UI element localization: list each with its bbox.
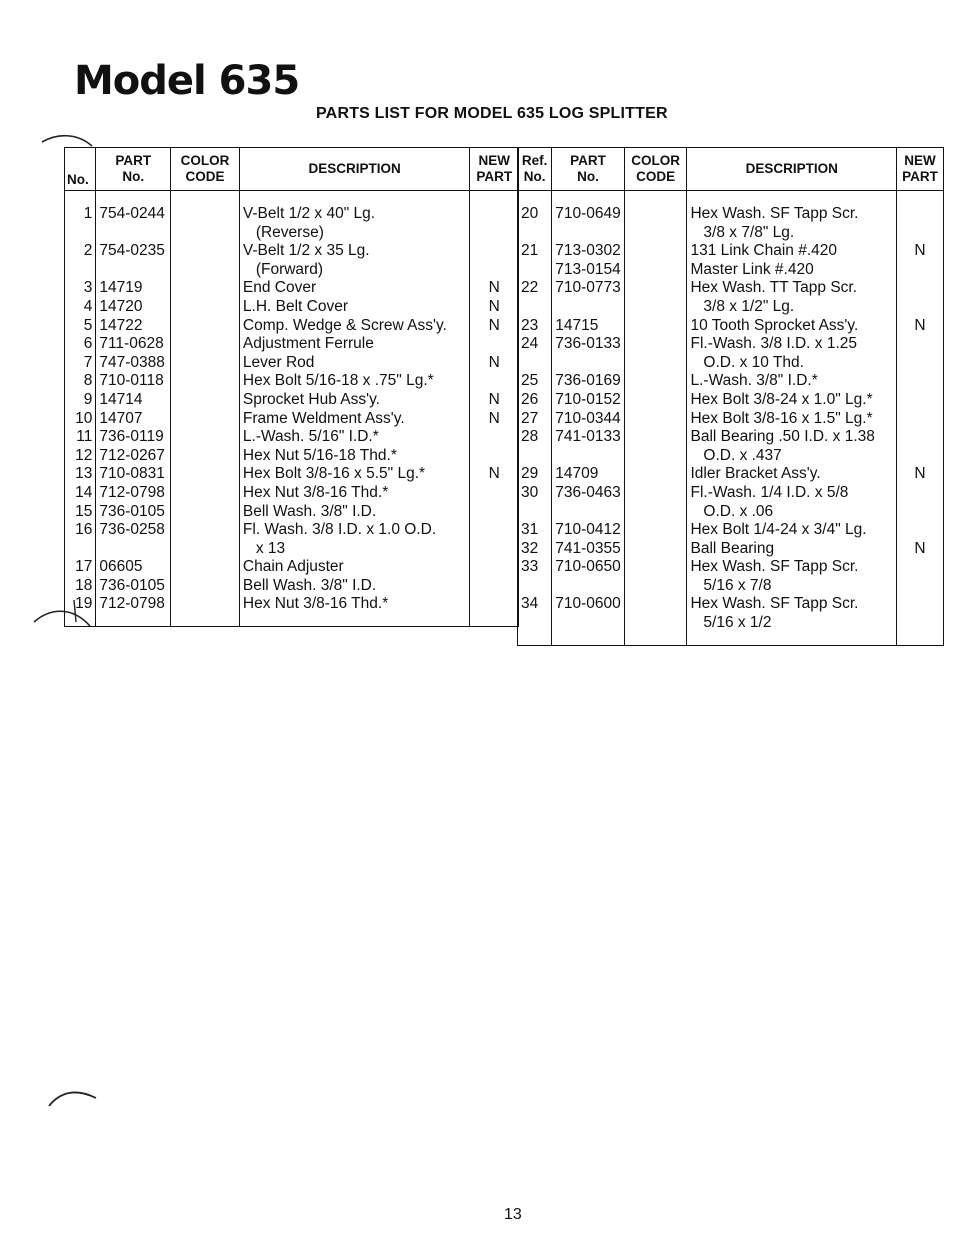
new-part-column: N N N N xyxy=(896,191,943,646)
header-new-part: NEW PART xyxy=(896,148,943,191)
page-number: 13 xyxy=(504,1206,522,1223)
table-body-row xyxy=(65,191,519,627)
scan-mark-margin xyxy=(46,1082,102,1112)
header-ref-no: Ref. No. xyxy=(518,148,552,191)
page-subtitle: PARTS LIST FOR MODEL 635 LOG SPLITTER xyxy=(316,105,668,122)
header-color-code: COLOR CODE xyxy=(624,148,687,191)
page-title: Model 635 xyxy=(74,58,300,104)
description-column: Hex Wash. SF Tapp Scr. 3/8 x 7/8" Lg. 131 Link Chain #.420 Master Link #.420 Hex Wash. TT Tapp Scr. 3/8 x 1/2" Lg. 10 Tooth Sprocket Ass'y. Fl.-Wash. 3/8 I.D. x 1.25 O.D. x 10 Thd. L.-Wash. 3/8" I.D.* Hex Bolt 3/8-24 x 1.0" Lg.* Hex Bolt 3/8-16 x 1.5" Lg.* Ball Bearing .50 I.D. x 1.38 O.D. x .437 Idler Bracket Ass'y. Fl.-Wash. 1/4 I.D. x 5/8 O.D. x .06 Hex Bolt 1/4-24 x 3/4" Lg. Ball Bearing Hex Wash. SF Tapp Scr. 5/16 x 7/8 Hex Wash. SF Tapp Scr. 5/16 x 1/2 xyxy=(687,191,896,646)
part-number-column: 754-0244 754-0235 14719 14720 14722 711-0628 747-0388 710-0118 14714 14707 736-0119 712-0267 710-0831 712-0798 736-0105 736-0258 06605 736-0105 712-0798 xyxy=(96,191,171,627)
header-description: DESCRIPTION xyxy=(239,148,470,191)
ref-number-column: 1 2 3 4 5 6 7 8 9 10 11 12 13 14 15 16 17 18 19 xyxy=(65,191,96,627)
ref-number-column: 20 21 22 23 24 25 26 27 28 29 30 31 32 33 34 xyxy=(518,191,552,646)
table-header-row xyxy=(518,148,944,191)
table-body-row xyxy=(518,191,944,646)
parts-table-left xyxy=(64,147,519,627)
new-part-column: N N N N N N N xyxy=(470,191,519,627)
color-code-column xyxy=(171,191,240,627)
color-code-column xyxy=(624,191,687,646)
header-part-no: PART No. xyxy=(96,148,171,191)
header-color-code: COLOR CODE xyxy=(171,148,240,191)
table-header-row xyxy=(65,148,519,191)
header-new-part: NEW PART xyxy=(470,148,519,191)
description-column: V-Belt 1/2 x 40" Lg. (Reverse) V-Belt 1/2 x 35 Lg. (Forward) End Cover L.H. Belt Cover Comp. Wedge & Screw Ass'y. Adjustment Ferrule Lever Rod Hex Bolt 5/16-18 x .75" Lg.* Sprocket Hub Ass'y. Frame Weldment Ass'y. L.-Wash. 5/16" I.D.* Hex Nut 5/16-18 Thd.* Hex Bolt 3/8-16 x 5.5" Lg.* Hex Nut 3/8-16 Thd.* Bell Wash. 3/8" I.D. Fl. Wash. 3/8 I.D. x 1.0 O.D. x 13 Chain Adjuster Bell Wash. 3/8" I.D. Hex Nut 3/8-16 Thd.* xyxy=(239,191,470,627)
part-number-column: 710-0649 713-0302 713-0154 710-0773 14715 736-0133 736-0169 710-0152 710-0344 741-0133 14709 736-0463 710-0412 741-0355 710-0650 710-0600 xyxy=(552,191,625,646)
parts-table-right xyxy=(517,147,944,646)
header-part-no: PART No. xyxy=(552,148,625,191)
header-ref-no: No. xyxy=(65,148,96,191)
header-description: DESCRIPTION xyxy=(687,148,896,191)
